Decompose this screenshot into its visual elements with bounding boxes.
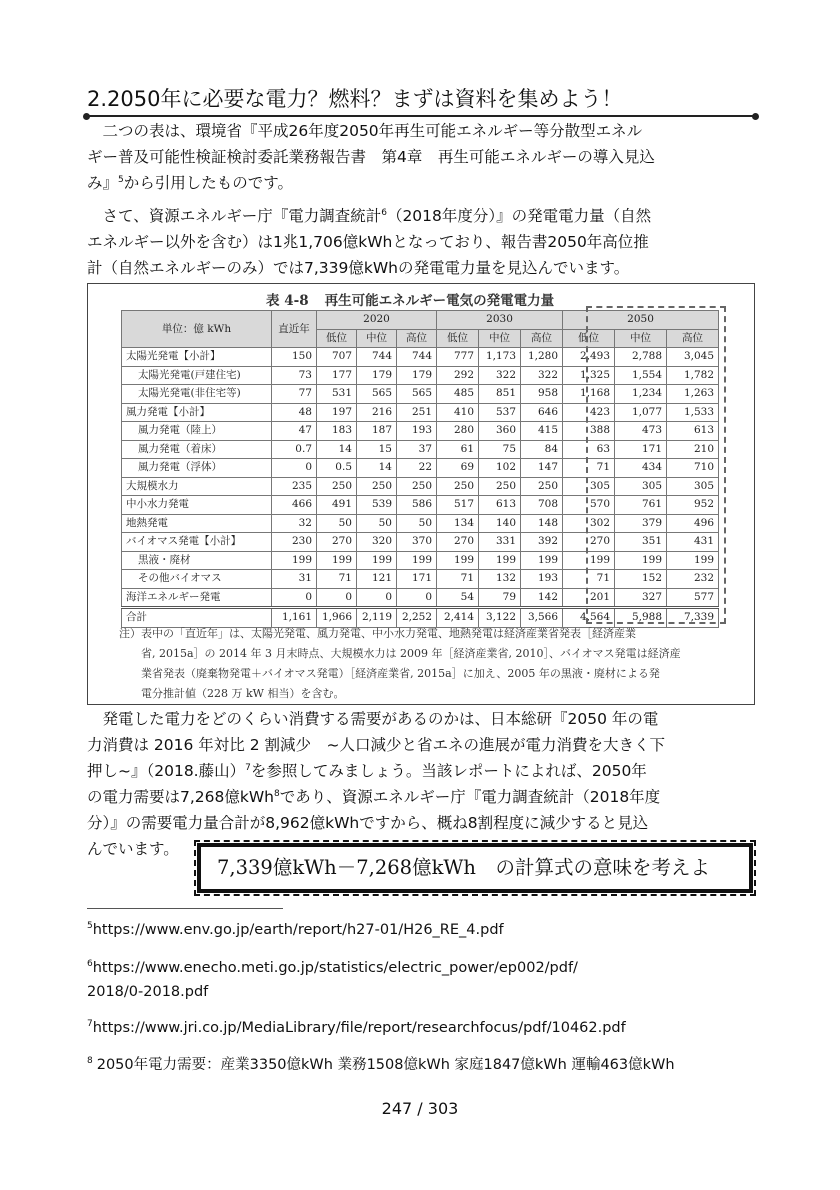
table-cell: 171: [615, 440, 667, 459]
table-cell: 140: [479, 514, 521, 533]
table-cell: 586: [397, 496, 437, 515]
table-cell: 577: [667, 588, 719, 608]
intro-paragraph: [87, 118, 755, 196]
table-title: 再生可能エネルギー電気の発電電力量: [324, 293, 555, 309]
table-cell: 250: [397, 477, 437, 496]
table-cell: 54: [437, 588, 479, 608]
table-note-line: 省, 2015a］の 2014 年 3 月末時点、大規模水力は 2009 年［経済産業省, 2010］、バイオマス発電は経済産: [119, 647, 681, 660]
row-label: 中小水力発電: [122, 496, 272, 515]
table-cell: 1,168: [563, 385, 615, 404]
case-header: 低位: [437, 329, 479, 348]
footnote-8-text: 2050年電力需要：産業3350億kWh 業務1508億kWh 家庭1847億kWh 運輸463億kWh: [96, 1057, 675, 1073]
table-cell: 152: [615, 570, 667, 589]
table-cell: 201: [563, 588, 615, 608]
table-cell: 71: [563, 459, 615, 478]
row-label: 風力発電【小計】: [122, 403, 272, 422]
table-row: [122, 385, 719, 404]
table-cell: 75: [479, 440, 521, 459]
case-header: 中位: [615, 329, 667, 348]
table-cell: 250: [437, 477, 479, 496]
row-label: 合計: [122, 608, 272, 628]
section-heading: [87, 84, 755, 117]
table-cell: 63: [563, 440, 615, 459]
row-label: 風力発電（陸上）: [122, 422, 272, 441]
table-cell: 132: [479, 570, 521, 589]
demand-line-4: の電力需要は7,268億kWh$^8$であり、資源エネルギー庁『電力調査統計（2018年度: [87, 788, 661, 806]
table-cell: 305: [615, 477, 667, 496]
table-cell: 177: [317, 366, 357, 385]
row-label: 太陽光発電(戸建住宅): [122, 366, 272, 385]
footnote-ref-6[interactable]: 6: [381, 207, 387, 218]
table-cell: 360: [479, 422, 521, 441]
generation-table: [121, 310, 719, 628]
recent-year-header: 直近年: [272, 311, 317, 348]
table-cell: 415: [521, 422, 563, 441]
table-cell: 199: [437, 551, 479, 570]
table-cell: 84: [521, 440, 563, 459]
table-cell: 7,339: [667, 608, 719, 628]
table-cell: 71: [563, 570, 615, 589]
table-cell: 199: [272, 551, 317, 570]
footnote-divider: [87, 908, 283, 909]
footnote-7-link[interactable]: https://www.jri.co.jp/MediaLibrary/file/report/researchfocus/pdf/10462.pdf: [92, 1020, 626, 1036]
table-cell: 517: [437, 496, 479, 515]
table-cell: 0: [272, 588, 317, 608]
table-row: [122, 514, 719, 533]
table-cell: 199: [397, 551, 437, 570]
table-number: 表 4-8: [266, 293, 309, 309]
table-cell: 193: [521, 570, 563, 589]
table-cell: 5,988: [615, 608, 667, 628]
table-cell: 102: [479, 459, 521, 478]
table-cell: 50: [317, 514, 357, 533]
statistics-line-1: さて、資源エネルギー庁『電力調査統計$^6$（2018年度分）』の発電電力量（自然: [87, 207, 652, 225]
table-cell: 744: [397, 348, 437, 367]
row-label: 太陽光発電【小計】: [122, 348, 272, 367]
table-cell: 199: [563, 551, 615, 570]
table-cell: 179: [397, 366, 437, 385]
table-cell: 171: [397, 570, 437, 589]
footnote-5: $^5$https://www.env.go.jp/earth/report/h27-01/H26_RE_4.pdf: [87, 921, 504, 938]
table-cell: 270: [563, 533, 615, 552]
table-cell: 1,077: [615, 403, 667, 422]
table-cell: 327: [615, 588, 667, 608]
footnote-6-link[interactable]: https://www.enecho.meti.go.jp/statistics/electric_power/ep002/pdf/: [92, 960, 578, 976]
table-cell: 270: [437, 533, 479, 552]
table-cell: 2,414: [437, 608, 479, 628]
table-row: [122, 403, 719, 422]
table-cell: 0.7: [272, 440, 317, 459]
table-cell: 539: [357, 496, 397, 515]
intro-line-1: 二つの表は、環境省『平成26年度2050年再生可能エネルギー等分散型エネル: [87, 122, 643, 140]
table-cell: 251: [397, 403, 437, 422]
table-cell: 3,566: [521, 608, 563, 628]
table-cell: 250: [521, 477, 563, 496]
table-cell: 322: [479, 366, 521, 385]
table-note-line: 注）表中の「直近年」は、太陽光発電、風力発電、中小水力発電、地熱発電は経済産業省発表［経済産業: [119, 627, 636, 640]
table-cell: 210: [667, 440, 719, 459]
table-cell: 473: [615, 422, 667, 441]
table-caption: [266, 289, 554, 309]
footnote-6: $^6$https://www.enecho.meti.go.jp/statistics/electric_power/ep002/pdf/ 2018/0-2018.pdf: [87, 959, 578, 1000]
table-cell: 1,263: [667, 385, 719, 404]
table-cell: 32: [272, 514, 317, 533]
exercise-stamp-text: 7,339億kWh－7,268億kWh の計算式の意味を考えよ: [217, 856, 710, 879]
table-row: [122, 440, 719, 459]
row-label: 風力発電（浮体）: [122, 459, 272, 478]
row-label: 地熱発電: [122, 514, 272, 533]
table-cell: 2,493: [563, 348, 615, 367]
demand-line-5: 分）』の需要電力量合計が8,962億kWhですから、概ね8割程度に減少すると見込: [87, 814, 649, 832]
table-cell: 485: [437, 385, 479, 404]
table-cell: 320: [357, 533, 397, 552]
table-cell: 1,533: [667, 403, 719, 422]
table-cell: 537: [479, 403, 521, 422]
table-row: [122, 551, 719, 570]
table-cell: 199: [667, 551, 719, 570]
table-cell: 199: [521, 551, 563, 570]
case-header: 高位: [667, 329, 719, 348]
table-cell: 777: [437, 348, 479, 367]
table-cell: 466: [272, 496, 317, 515]
intro-line-3: み』$^5$から引用したものです。: [87, 174, 294, 192]
table-cell: 496: [667, 514, 719, 533]
table-cell: 14: [317, 440, 357, 459]
table-cell: 69: [437, 459, 479, 478]
table-cell: 565: [397, 385, 437, 404]
table-row: [122, 533, 719, 552]
table-cell: 148: [521, 514, 563, 533]
table-cell: 37: [397, 440, 437, 459]
footnote-5-link[interactable]: https://www.env.go.jp/earth/report/h27-01/H26_RE_4.pdf: [92, 922, 504, 938]
demand-line-3: 押し~』（2018.藤山）$^7$を参照してみましょう。当該レポートによれば、2050年: [87, 762, 647, 780]
table-cell: 351: [615, 533, 667, 552]
table-cell: 0: [317, 588, 357, 608]
table-cell: 270: [317, 533, 357, 552]
table-cell: 50: [357, 514, 397, 533]
table-cell: 147: [521, 459, 563, 478]
table-cell: 235: [272, 477, 317, 496]
table-cell: 216: [357, 403, 397, 422]
year-header-2030: 2030: [437, 311, 563, 330]
table-cell: 142: [521, 588, 563, 608]
exercise-stamp-box: [197, 843, 753, 893]
table-cell: 1,325: [563, 366, 615, 385]
table-cell: 47: [272, 422, 317, 441]
demand-line-2: 力消費は 2016 年対比 2 割減少 ~人口減少と省エネの進展が電力消費を大きく下: [87, 736, 666, 754]
case-header: 高位: [397, 329, 437, 348]
table-cell: 531: [317, 385, 357, 404]
table-cell: 31: [272, 570, 317, 589]
table-cell: 2,119: [357, 608, 397, 628]
table-note-line: 業省発表（廃棄物発電＋バイオマス発電）［経済産業省, 2015a］に加え、2005 年の黒液・廃材による発: [119, 667, 660, 680]
table-cell: 250: [479, 477, 521, 496]
table-image-frame: [87, 283, 755, 705]
table-cell: 646: [521, 403, 563, 422]
footnote-8: $^8$ 2050年電力需要：産業3350億kWh 業務1508億kWh 家庭1847億kWh 運輸463億kWh: [87, 1056, 675, 1073]
case-header: 高位: [521, 329, 563, 348]
footnote-ref-5[interactable]: 5: [118, 174, 124, 185]
table-cell: 613: [479, 496, 521, 515]
row-label: 大規模水力: [122, 477, 272, 496]
table-cell: 0: [272, 459, 317, 478]
table-cell: 292: [437, 366, 479, 385]
table-cell: 707: [317, 348, 357, 367]
table-cell: 4,564: [563, 608, 615, 628]
table-cell: 570: [563, 496, 615, 515]
table-cell: 370: [397, 533, 437, 552]
table-cell: 179: [357, 366, 397, 385]
table-cell: 302: [563, 514, 615, 533]
row-label: 風力発電（着床）: [122, 440, 272, 459]
table-cell: 0: [357, 588, 397, 608]
footnote-ref-7[interactable]: 7: [245, 762, 251, 773]
table-cell: 199: [479, 551, 521, 570]
table-cell: 1,161: [272, 608, 317, 628]
table-cell: 0.5: [317, 459, 357, 478]
table-cell: 491: [317, 496, 357, 515]
table-cell: 392: [521, 533, 563, 552]
case-header: 低位: [563, 329, 615, 348]
table-row: [122, 588, 719, 608]
table-cell: 0: [397, 588, 437, 608]
table-cell: 199: [317, 551, 357, 570]
table-note: [119, 624, 723, 704]
table-cell: 73: [272, 366, 317, 385]
page-number: 247 / 303: [381, 1099, 459, 1118]
table-cell: 22: [397, 459, 437, 478]
table-row: [122, 477, 719, 496]
case-header: 中位: [357, 329, 397, 348]
statistics-paragraph: [87, 203, 755, 281]
table-cell: 379: [615, 514, 667, 533]
table-cell: 565: [357, 385, 397, 404]
table-cell: 121: [357, 570, 397, 589]
table-cell: 1,554: [615, 366, 667, 385]
row-label: 海洋エネルギー発電: [122, 588, 272, 608]
footnote-6-link-cont[interactable]: 2018/0-2018.pdf: [87, 984, 209, 1000]
table-cell: 613: [667, 422, 719, 441]
table-cell: 230: [272, 533, 317, 552]
case-header: 中位: [479, 329, 521, 348]
table-cell: 50: [397, 514, 437, 533]
case-header: 低位: [317, 329, 357, 348]
table-cell: 71: [437, 570, 479, 589]
table-cell: 199: [357, 551, 397, 570]
table-row: [122, 496, 719, 515]
statistics-line-2: エネルギー以外を含む）は1兆1,706億kWhとなっており、報告書2050年高位推: [87, 233, 649, 251]
row-label: 黒液・廃材: [122, 551, 272, 570]
year-header-2020: 2020: [317, 311, 437, 330]
table-cell: 183: [317, 422, 357, 441]
table-cell: 77: [272, 385, 317, 404]
table-row: [122, 366, 719, 385]
year-header-2050: 2050: [563, 311, 719, 330]
table-cell: 150: [272, 348, 317, 367]
table-cell: 708: [521, 496, 563, 515]
row-label: バイオマス発電【小計】: [122, 533, 272, 552]
table-cell: 232: [667, 570, 719, 589]
table-cell: 1,234: [615, 385, 667, 404]
table-cell: 1,173: [479, 348, 521, 367]
table-row: [122, 459, 719, 478]
table-cell: 250: [317, 477, 357, 496]
table-cell: 434: [615, 459, 667, 478]
table-note-line: 電分推計値（228 万 kW 相当）を含む。: [119, 687, 345, 700]
table-cell: 305: [667, 477, 719, 496]
table-cell: 48: [272, 403, 317, 422]
table-cell: 193: [397, 422, 437, 441]
table-cell: 761: [615, 496, 667, 515]
table-cell: 187: [357, 422, 397, 441]
table-row: [122, 422, 719, 441]
table-cell: 199: [615, 551, 667, 570]
table-cell: 331: [479, 533, 521, 552]
table-row: [122, 570, 719, 589]
table-cell: 197: [317, 403, 357, 422]
statistics-line-3: 計（自然エネルギーのみ）では7,339億kWhの発電電力量を見込んでいます。: [87, 259, 630, 277]
table-body: [122, 348, 719, 628]
footnote-7: $^7$https://www.jri.co.jp/MediaLibrary/file/report/researchfocus/pdf/10462.pdf: [87, 1019, 626, 1036]
table-cell: 134: [437, 514, 479, 533]
footnote-ref-8[interactable]: 8: [274, 788, 280, 799]
table-cell: 71: [317, 570, 357, 589]
unit-header: 単位：億 kWh: [122, 311, 272, 348]
table-cell: 710: [667, 459, 719, 478]
table-cell: 79: [479, 588, 521, 608]
table-cell: 2,788: [615, 348, 667, 367]
table-cell: 3,045: [667, 348, 719, 367]
row-label: その他バイオマス: [122, 570, 272, 589]
demand-paragraph: [87, 706, 755, 862]
table-cell: 15: [357, 440, 397, 459]
table-cell: 280: [437, 422, 479, 441]
table-cell: 744: [357, 348, 397, 367]
table-cell: 305: [563, 477, 615, 496]
table-cell: 1,966: [317, 608, 357, 628]
table-cell: 14: [357, 459, 397, 478]
table-cell: 2,252: [397, 608, 437, 628]
table-cell: 952: [667, 496, 719, 515]
table-cell: 431: [667, 533, 719, 552]
table-cell: 851: [479, 385, 521, 404]
row-label: 太陽光発電(非住宅等): [122, 385, 272, 404]
table-cell: 958: [521, 385, 563, 404]
table-cell: 1,782: [667, 366, 719, 385]
table-cell: 423: [563, 403, 615, 422]
table-cell: 61: [437, 440, 479, 459]
intro-line-2: ギー普及可能性検証検討委託業務報告書 第4章 再生可能エネルギーの導入見込: [87, 148, 655, 166]
demand-line-6: んでいます。: [87, 840, 179, 858]
table-cell: 322: [521, 366, 563, 385]
table-cell: 250: [357, 477, 397, 496]
table-cell: 388: [563, 422, 615, 441]
demand-line-1: 発電した電力をどのくらい消費する需要があるのかは、日本総研『2050 年の電: [87, 710, 659, 728]
table-cell: 1,280: [521, 348, 563, 367]
table-cell: 3,122: [479, 608, 521, 628]
table-row: [122, 348, 719, 367]
table-cell: 410: [437, 403, 479, 422]
section-heading-text: 2.2050年に必要な電力？燃料？まずは資料を集めよう！: [87, 87, 623, 111]
